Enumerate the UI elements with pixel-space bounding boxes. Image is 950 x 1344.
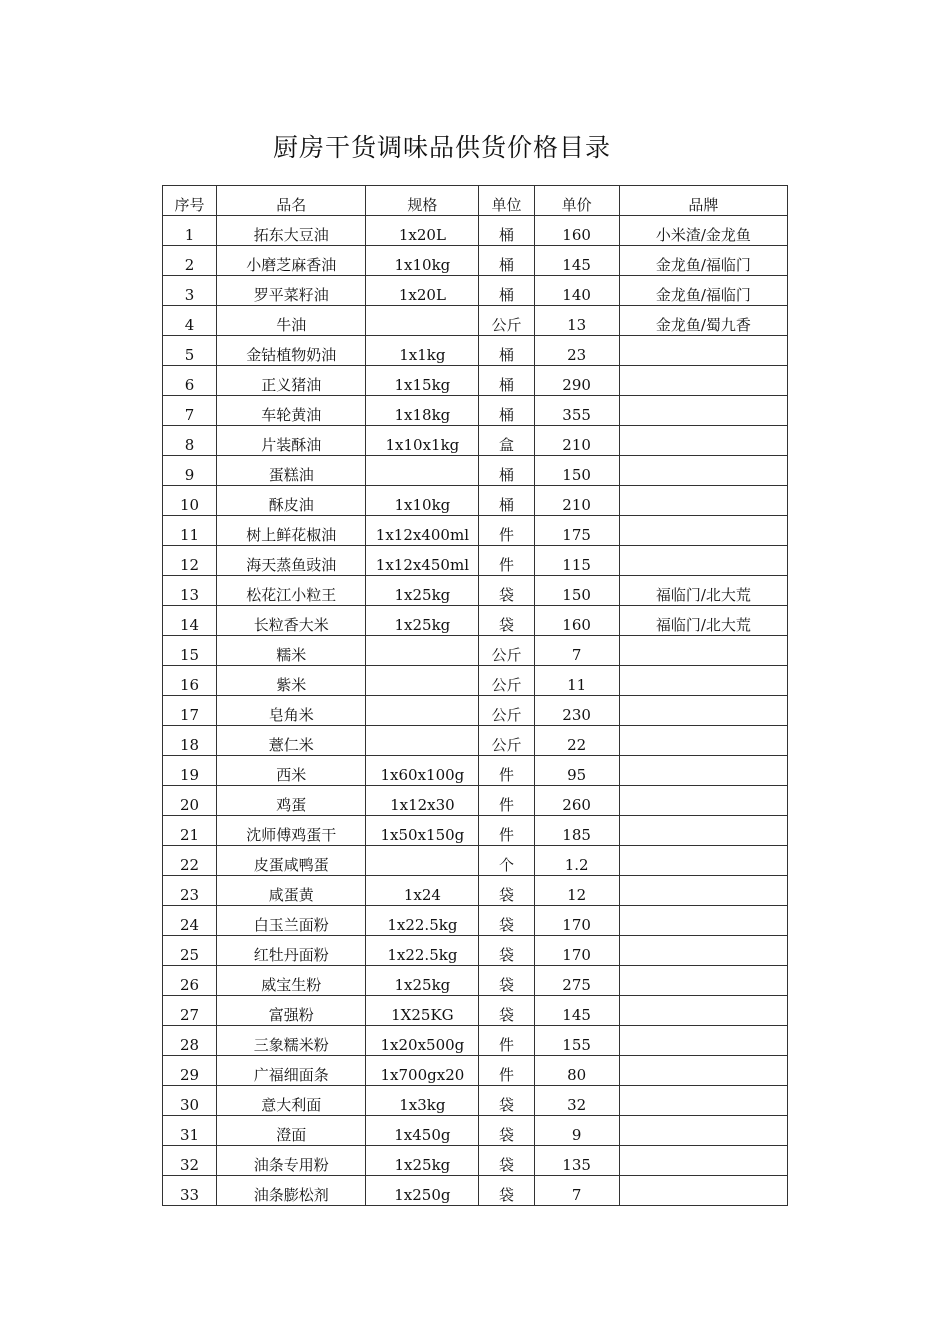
table-row [163, 1116, 788, 1146]
cell-brand [619, 696, 787, 726]
cell-price: 150 [534, 576, 619, 606]
table-row [163, 1086, 788, 1116]
cell-index: 18 [163, 726, 217, 756]
cell-price: 260 [534, 786, 619, 816]
table-row [163, 576, 788, 606]
cell-spec: 1x20x500g [366, 1026, 479, 1056]
cell-price: 210 [534, 486, 619, 516]
cell-spec: 1x18kg [366, 396, 479, 426]
table-row [163, 666, 788, 696]
cell-brand: 福临门/北大荒 [619, 576, 787, 606]
cell-price: 32 [534, 1086, 619, 1116]
cell-unit: 件 [479, 756, 534, 786]
cell-index: 1 [163, 216, 217, 246]
cell-unit: 公斤 [479, 636, 534, 666]
cell-price: 9 [534, 1116, 619, 1146]
cell-unit: 袋 [479, 1176, 534, 1206]
table-row [163, 366, 788, 396]
cell-spec [366, 636, 479, 666]
price-table [162, 185, 788, 1206]
cell-spec: 1x25kg [366, 966, 479, 996]
cell-spec: 1x60x100g [366, 756, 479, 786]
cell-spec [366, 666, 479, 696]
cell-name: 海天蒸鱼豉油 [217, 546, 366, 576]
table-row [163, 1056, 788, 1086]
cell-unit: 个 [479, 846, 534, 876]
cell-name: 沈师傅鸡蛋干 [217, 816, 366, 846]
header-spec: 规格 [366, 186, 479, 216]
cell-price: 140 [534, 276, 619, 306]
cell-price: 115 [534, 546, 619, 576]
table-row [163, 996, 788, 1026]
cell-index: 9 [163, 456, 217, 486]
cell-price: 355 [534, 396, 619, 426]
cell-index: 25 [163, 936, 217, 966]
cell-index: 26 [163, 966, 217, 996]
cell-name: 薏仁米 [217, 726, 366, 756]
cell-index: 2 [163, 246, 217, 276]
cell-brand: 金龙鱼/福临门 [619, 246, 787, 276]
cell-brand [619, 396, 787, 426]
cell-name: 皮蛋咸鸭蛋 [217, 846, 366, 876]
cell-unit: 公斤 [479, 726, 534, 756]
table-row [163, 936, 788, 966]
cell-spec: 1x10kg [366, 486, 479, 516]
cell-brand [619, 1116, 787, 1146]
cell-index: 14 [163, 606, 217, 636]
cell-name: 树上鲜花椒油 [217, 516, 366, 546]
cell-unit: 件 [479, 1026, 534, 1056]
cell-name: 正义猪油 [217, 366, 366, 396]
cell-price: 185 [534, 816, 619, 846]
cell-price: 170 [534, 906, 619, 936]
cell-index: 29 [163, 1056, 217, 1086]
cell-name: 油条专用粉 [217, 1146, 366, 1176]
cell-price: 7 [534, 1176, 619, 1206]
cell-price: 12 [534, 876, 619, 906]
cell-spec: 1x20L [366, 216, 479, 246]
cell-brand [619, 846, 787, 876]
cell-brand [619, 756, 787, 786]
cell-unit: 袋 [479, 606, 534, 636]
table-row [163, 846, 788, 876]
cell-name: 罗平菜籽油 [217, 276, 366, 306]
cell-index: 6 [163, 366, 217, 396]
cell-price: 160 [534, 606, 619, 636]
table-row [163, 756, 788, 786]
cell-spec: 1x22.5kg [366, 906, 479, 936]
cell-spec: 1x12x450ml [366, 546, 479, 576]
table-row [163, 516, 788, 546]
table-row [163, 1146, 788, 1176]
cell-brand [619, 1176, 787, 1206]
cell-price: 290 [534, 366, 619, 396]
cell-unit: 件 [479, 816, 534, 846]
cell-brand [619, 816, 787, 846]
cell-spec: 1x700gx20 [366, 1056, 479, 1086]
cell-brand [619, 516, 787, 546]
cell-name: 澄面 [217, 1116, 366, 1146]
cell-unit: 桶 [479, 246, 534, 276]
cell-index: 32 [163, 1146, 217, 1176]
table-row [163, 216, 788, 246]
cell-index: 5 [163, 336, 217, 366]
cell-price: 175 [534, 516, 619, 546]
cell-unit: 袋 [479, 996, 534, 1026]
cell-brand: 福临门/北大荒 [619, 606, 787, 636]
cell-name: 油条膨松剂 [217, 1176, 366, 1206]
cell-unit: 袋 [479, 1116, 534, 1146]
cell-index: 21 [163, 816, 217, 846]
cell-index: 23 [163, 876, 217, 906]
cell-index: 27 [163, 996, 217, 1026]
cell-spec: 1x10x1kg [366, 426, 479, 456]
cell-price: 11 [534, 666, 619, 696]
cell-name: 咸蛋黄 [217, 876, 366, 906]
cell-unit: 件 [479, 1056, 534, 1086]
table-row [163, 966, 788, 996]
cell-name: 意大利面 [217, 1086, 366, 1116]
table-row [163, 816, 788, 846]
table-row [163, 276, 788, 306]
cell-brand [619, 876, 787, 906]
cell-name: 松花江小粒王 [217, 576, 366, 606]
header-unit: 单位 [479, 186, 534, 216]
cell-name: 车轮黄油 [217, 396, 366, 426]
cell-brand [619, 1146, 787, 1176]
cell-unit: 件 [479, 516, 534, 546]
cell-name: 紫米 [217, 666, 366, 696]
cell-name: 三象糯米粉 [217, 1026, 366, 1056]
cell-name: 牛油 [217, 306, 366, 336]
cell-unit: 公斤 [479, 696, 534, 726]
page-title: 厨房干货调味品供货价格目录 [272, 133, 611, 162]
cell-index: 11 [163, 516, 217, 546]
table-row [163, 606, 788, 636]
cell-price: 135 [534, 1146, 619, 1176]
cell-unit: 桶 [479, 456, 534, 486]
cell-spec [366, 696, 479, 726]
cell-brand [619, 546, 787, 576]
cell-name: 红牡丹面粉 [217, 936, 366, 966]
table-row [163, 786, 788, 816]
cell-price: 23 [534, 336, 619, 366]
table-row [163, 396, 788, 426]
table-row [163, 726, 788, 756]
header-index: 序号 [163, 186, 217, 216]
cell-spec [366, 846, 479, 876]
cell-brand [619, 936, 787, 966]
table-row [163, 1026, 788, 1056]
cell-unit: 袋 [479, 576, 534, 606]
cell-name: 白玉兰面粉 [217, 906, 366, 936]
cell-index: 30 [163, 1086, 217, 1116]
cell-name: 糯米 [217, 636, 366, 666]
cell-brand [619, 336, 787, 366]
cell-name: 片装酥油 [217, 426, 366, 456]
cell-spec [366, 726, 479, 756]
cell-price: 7 [534, 636, 619, 666]
cell-spec: 1x15kg [366, 366, 479, 396]
cell-name: 皂角米 [217, 696, 366, 726]
cell-index: 19 [163, 756, 217, 786]
cell-name: 西米 [217, 756, 366, 786]
cell-price: 275 [534, 966, 619, 996]
table-row [163, 246, 788, 276]
cell-name: 威宝生粉 [217, 966, 366, 996]
cell-unit: 公斤 [479, 666, 534, 696]
cell-index: 24 [163, 906, 217, 936]
table-row [163, 546, 788, 576]
cell-index: 20 [163, 786, 217, 816]
cell-index: 28 [163, 1026, 217, 1056]
cell-spec: 1x12x30 [366, 786, 479, 816]
cell-name: 广福细面条 [217, 1056, 366, 1086]
cell-index: 16 [163, 666, 217, 696]
table-row [163, 306, 788, 336]
cell-price: 230 [534, 696, 619, 726]
cell-brand [619, 456, 787, 486]
cell-unit: 袋 [479, 1086, 534, 1116]
cell-unit: 桶 [479, 336, 534, 366]
cell-brand [619, 726, 787, 756]
cell-unit: 件 [479, 786, 534, 816]
cell-spec: 1x12x400ml [366, 516, 479, 546]
table-header-row [163, 186, 788, 216]
cell-unit: 桶 [479, 276, 534, 306]
cell-brand [619, 1056, 787, 1086]
cell-spec: 1x25kg [366, 606, 479, 636]
cell-index: 17 [163, 696, 217, 726]
cell-spec: 1X25KG [366, 996, 479, 1026]
cell-index: 10 [163, 486, 217, 516]
cell-unit: 盒 [479, 426, 534, 456]
cell-name: 小磨芝麻香油 [217, 246, 366, 276]
cell-price: 1.2 [534, 846, 619, 876]
cell-price: 13 [534, 306, 619, 336]
cell-name: 拓东大豆油 [217, 216, 366, 246]
cell-unit: 件 [479, 546, 534, 576]
cell-spec: 1x1kg [366, 336, 479, 366]
cell-brand [619, 996, 787, 1026]
cell-brand [619, 906, 787, 936]
cell-name: 鸡蛋 [217, 786, 366, 816]
cell-name: 蛋糕油 [217, 456, 366, 486]
cell-price: 145 [534, 246, 619, 276]
cell-price: 170 [534, 936, 619, 966]
cell-spec: 1x25kg [366, 576, 479, 606]
cell-index: 22 [163, 846, 217, 876]
cell-index: 8 [163, 426, 217, 456]
cell-unit: 桶 [479, 216, 534, 246]
cell-index: 3 [163, 276, 217, 306]
cell-price: 95 [534, 756, 619, 786]
header-name: 品名 [217, 186, 366, 216]
cell-spec: 1x25kg [366, 1146, 479, 1176]
cell-spec [366, 306, 479, 336]
cell-brand [619, 636, 787, 666]
cell-price: 80 [534, 1056, 619, 1086]
table-row [163, 336, 788, 366]
cell-index: 7 [163, 396, 217, 426]
cell-brand [619, 666, 787, 696]
table-row [163, 636, 788, 666]
cell-brand [619, 486, 787, 516]
cell-price: 210 [534, 426, 619, 456]
cell-unit: 袋 [479, 936, 534, 966]
cell-price: 150 [534, 456, 619, 486]
cell-index: 13 [163, 576, 217, 606]
cell-index: 31 [163, 1116, 217, 1146]
cell-brand [619, 786, 787, 816]
table-row [163, 426, 788, 456]
cell-brand: 金龙鱼/福临门 [619, 276, 787, 306]
table-row [163, 1176, 788, 1206]
cell-price: 145 [534, 996, 619, 1026]
cell-name: 长粒香大米 [217, 606, 366, 636]
cell-spec: 1x22.5kg [366, 936, 479, 966]
cell-brand [619, 366, 787, 396]
cell-name: 金钴植物奶油 [217, 336, 366, 366]
cell-brand [619, 1086, 787, 1116]
cell-price: 155 [534, 1026, 619, 1056]
cell-spec: 1x3kg [366, 1086, 479, 1116]
header-brand: 品牌 [619, 186, 787, 216]
cell-spec: 1x450g [366, 1116, 479, 1146]
cell-unit: 公斤 [479, 306, 534, 336]
table-row [163, 456, 788, 486]
cell-spec: 1x250g [366, 1176, 479, 1206]
cell-index: 4 [163, 306, 217, 336]
cell-unit: 桶 [479, 366, 534, 396]
cell-brand: 金龙鱼/蜀九香 [619, 306, 787, 336]
cell-unit: 桶 [479, 396, 534, 426]
header-price: 单价 [534, 186, 619, 216]
table-row [163, 696, 788, 726]
cell-spec: 1x50x150g [366, 816, 479, 846]
cell-unit: 袋 [479, 966, 534, 996]
table-row [163, 486, 788, 516]
cell-spec: 1x20L [366, 276, 479, 306]
cell-brand [619, 1026, 787, 1056]
cell-name: 富强粉 [217, 996, 366, 1026]
cell-brand [619, 966, 787, 996]
cell-spec: 1x24 [366, 876, 479, 906]
cell-index: 15 [163, 636, 217, 666]
cell-brand: 小米渣/金龙鱼 [619, 216, 787, 246]
cell-price: 160 [534, 216, 619, 246]
cell-unit: 袋 [479, 1146, 534, 1176]
cell-index: 12 [163, 546, 217, 576]
cell-unit: 袋 [479, 876, 534, 906]
cell-unit: 桶 [479, 486, 534, 516]
table-row [163, 876, 788, 906]
cell-index: 33 [163, 1176, 217, 1206]
cell-spec: 1x10kg [366, 246, 479, 276]
table-row [163, 906, 788, 936]
cell-price: 22 [534, 726, 619, 756]
cell-brand [619, 426, 787, 456]
cell-unit: 袋 [479, 906, 534, 936]
cell-name: 酥皮油 [217, 486, 366, 516]
cell-spec [366, 456, 479, 486]
